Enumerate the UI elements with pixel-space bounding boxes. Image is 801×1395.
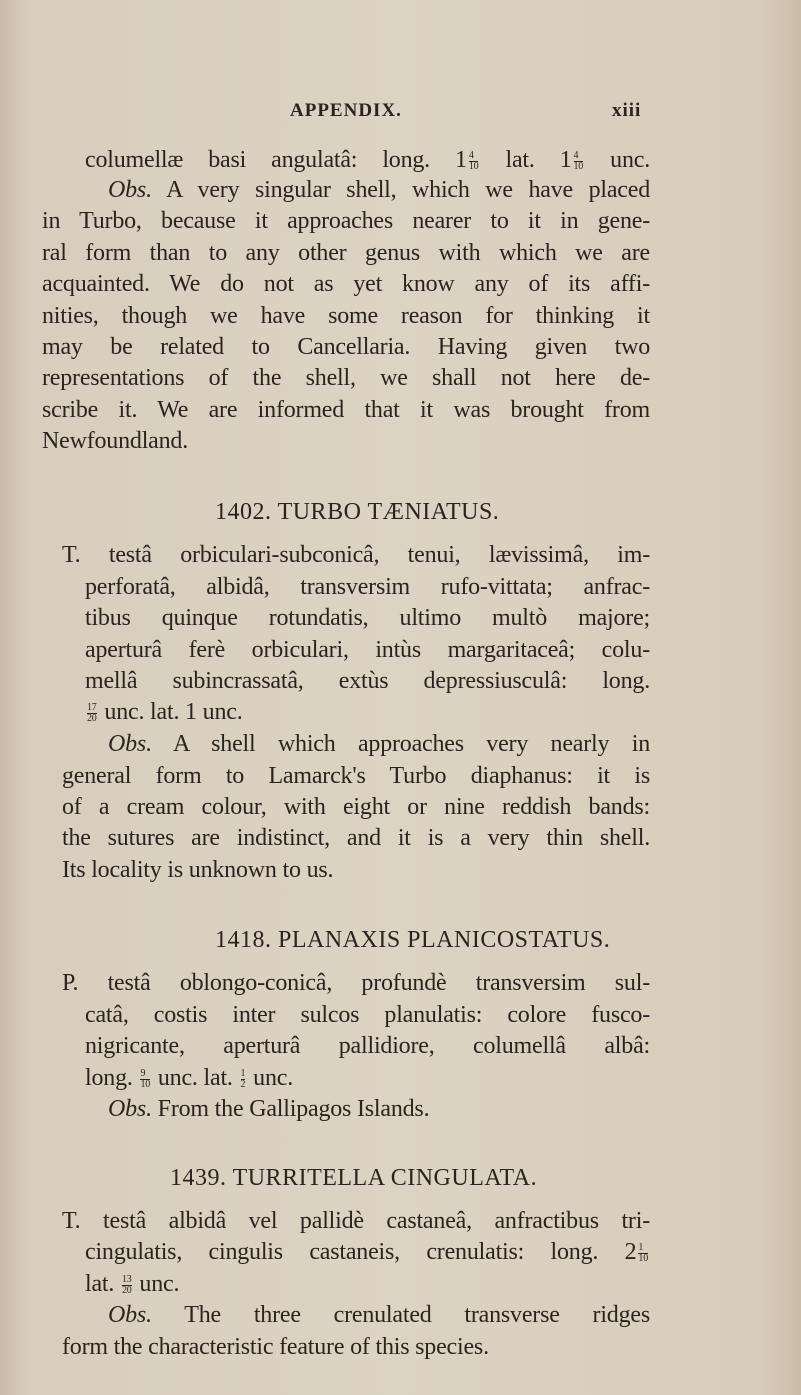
text-line <box>85 696 650 728</box>
denominator: 20 <box>122 1284 132 1296</box>
text-run: cingulatis, cingulis castaneis, crenulatis: long. 2 <box>85 1239 637 1265</box>
text-line <box>42 237 650 269</box>
species-heading: 1418. PLANAXIS PLANICOSTATUS. <box>215 927 611 953</box>
text-run: may be related to Cancellaria. Having given two <box>42 334 650 360</box>
numerator: 13 <box>122 1273 132 1285</box>
species-heading: 1402. TURBO TÆNIATUS. <box>215 499 500 525</box>
text-run: unc. <box>585 147 650 173</box>
obs-label: Obs. <box>108 731 152 757</box>
text-line <box>85 634 650 666</box>
text-run: scribe it. We are informed that it was brought from <box>42 397 650 423</box>
running-head: APPENDIX. <box>290 100 402 121</box>
text-run: unc. lat. <box>152 1065 239 1091</box>
denominator: 10 <box>573 160 584 172</box>
denominator: 2 <box>240 1078 246 1090</box>
text-line <box>62 822 650 854</box>
text-run: columellæ basi angulatâ: long. 1 <box>85 147 467 173</box>
text-line <box>108 1093 650 1125</box>
text-line <box>85 1062 650 1094</box>
text-run: nities, though we have some reason for thinking it <box>42 303 650 329</box>
text-run: in Turbo, because it approaches nearer to it in gene- <box>42 208 650 234</box>
text-line <box>42 331 650 363</box>
text-line <box>42 362 650 394</box>
numerator: 1 <box>240 1067 246 1079</box>
text-run: P. testâ oblongo-conicâ, profundè transversim sul- <box>62 970 650 996</box>
text-line <box>42 205 650 237</box>
text-run: T. testâ albidâ vel pallidè castaneâ, anfractibus tri- <box>62 1208 650 1234</box>
text-run: A shell which approaches very nearly in <box>151 731 650 757</box>
text-run: acquainted. We do not as yet know any of its affi- <box>42 271 650 297</box>
text-run: the sutures are indistinct, and it is a very thin shell. <box>62 825 650 851</box>
numerator: 4 <box>574 151 584 162</box>
obs-label: Obs. <box>108 1096 152 1122</box>
obs-label: Obs. <box>108 177 152 203</box>
text-run: A very singular shell, which we have placed <box>151 177 650 203</box>
denominator: 20 <box>87 712 97 724</box>
text-line <box>108 728 650 760</box>
text-run: representations of the shell, we shall not here de- <box>42 365 650 391</box>
text-line <box>42 394 650 426</box>
text-run: aperturâ ferè orbiculari, intùs margaritaceâ; colu- <box>85 637 650 663</box>
text-line <box>42 300 650 332</box>
numerator: 9 <box>140 1069 150 1080</box>
text-run: nigricante, aperturâ pallidiore, columellâ albâ: <box>85 1033 650 1059</box>
fraction <box>140 1069 150 1090</box>
text-line <box>85 571 650 603</box>
text-line <box>62 1331 650 1363</box>
text-run: Newfoundland. <box>42 428 189 454</box>
denominator: 10 <box>468 160 479 172</box>
text-line <box>62 967 650 999</box>
text-run: general form to Lamarck's Turbo diaphanus: it is <box>62 763 650 789</box>
text-line <box>85 665 650 697</box>
text-run: long. <box>85 1065 139 1091</box>
text-run: lat. <box>85 1271 120 1297</box>
text-run: From the Gallipagos Islands. <box>151 1096 430 1122</box>
text-run: unc. <box>133 1271 180 1297</box>
text-line <box>85 1268 650 1300</box>
text-run: form the characteristic feature of this species. <box>62 1334 489 1360</box>
fraction <box>241 1069 246 1090</box>
fraction <box>469 151 479 172</box>
text-line <box>85 1236 650 1268</box>
text-line <box>85 1030 650 1062</box>
text-run: lat. 1 <box>480 147 572 173</box>
text-run: of a cream colour, with eight or nine reddish bands: <box>62 794 650 820</box>
denominator: 10 <box>140 1078 151 1090</box>
text-line <box>42 425 650 457</box>
text-line <box>108 1299 650 1331</box>
text-line <box>42 268 650 300</box>
text-run: Its locality is unknown to us. <box>62 857 334 883</box>
text-line <box>62 791 650 823</box>
text-line <box>108 174 650 206</box>
text-run: tibus quinque rotundatis, ultimo multò majore; <box>85 605 650 631</box>
text-run: perforatâ, albidâ, transversim rufo-vittata; anfrac- <box>85 574 650 600</box>
fraction <box>638 1243 648 1264</box>
page-number: xiii <box>612 100 642 121</box>
text-line <box>85 602 650 634</box>
text-run: unc. lat. 1 unc. <box>98 699 243 725</box>
fraction <box>87 703 97 724</box>
text-line <box>62 1205 650 1237</box>
text-run: mellâ subincrassatâ, extùs depressiusculâ: long. <box>85 668 650 694</box>
species-heading: 1439. TURRITELLA CINGULATA. <box>170 1165 538 1191</box>
text-run: catâ, costis inter sulcos planulatis: colore fusco- <box>85 1002 650 1028</box>
obs-label: Obs. <box>108 1302 152 1328</box>
text-line <box>85 999 650 1031</box>
text-line <box>62 760 650 792</box>
numerator: 4 <box>469 151 479 162</box>
text-line <box>62 854 650 886</box>
fraction <box>122 1275 132 1296</box>
text-line <box>85 144 650 176</box>
text-line <box>62 539 650 571</box>
text-run: T. testâ orbiculari-subconicâ, tenui, lævissimâ, im- <box>62 542 650 568</box>
fraction <box>574 151 584 172</box>
numerator: 1 <box>638 1243 648 1254</box>
numerator: 17 <box>87 701 97 713</box>
denominator: 10 <box>638 1252 648 1264</box>
text-run: ral form than to any other genus with which we are <box>42 240 650 266</box>
text-run: unc. <box>247 1065 293 1091</box>
text-run: The three crenulated transverse ridges <box>151 1302 650 1328</box>
